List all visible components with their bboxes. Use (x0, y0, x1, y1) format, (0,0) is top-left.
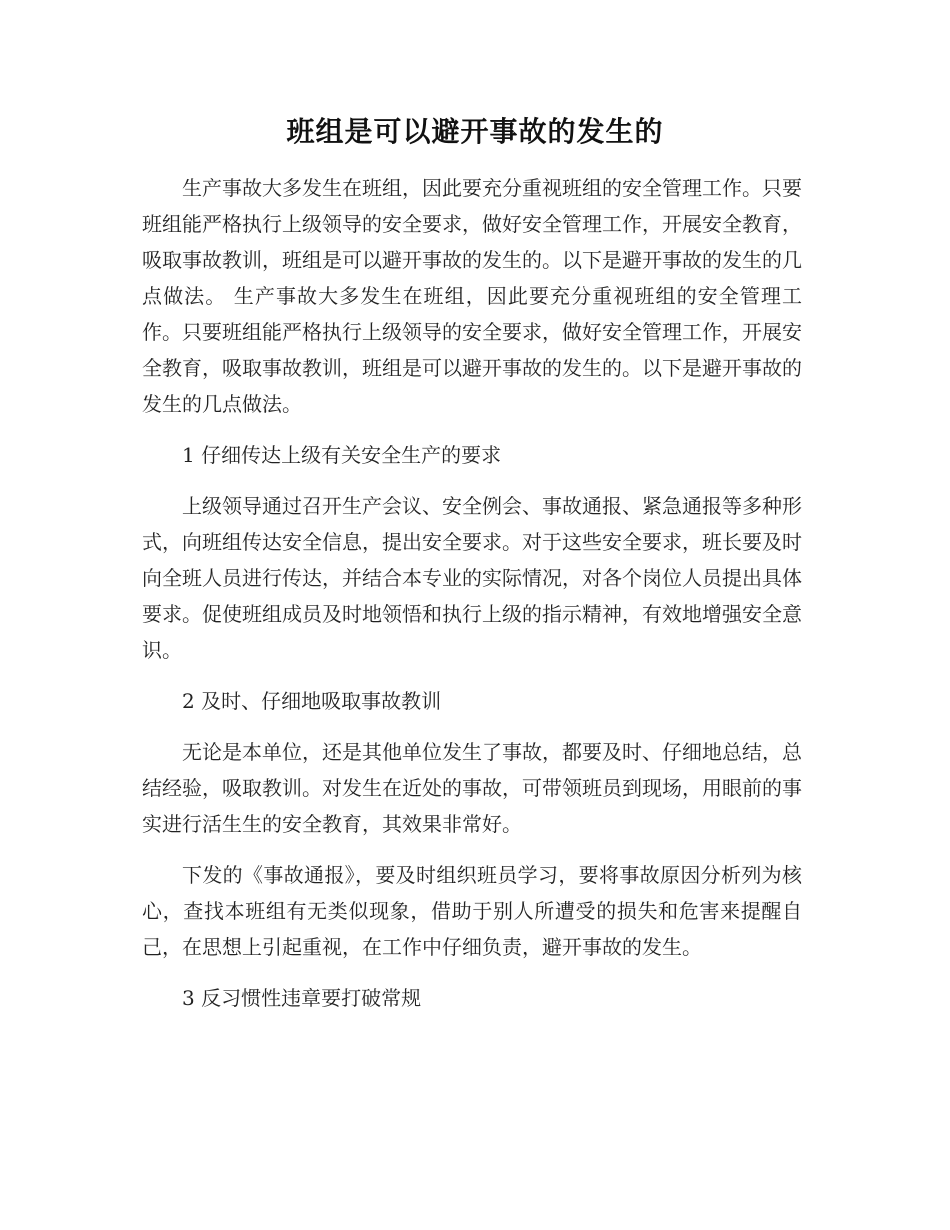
section-heading-1: 1 仔细传达上级有关安全生产的要求 (182, 443, 502, 467)
section-heading-2: 2 及时、仔细地吸取事故教训 (182, 689, 442, 713)
paragraph-section-2a: 无论是本单位，还是其他单位发生了事故，都要及时、仔细地总结，总结经验，吸取教训。对发生在近处的事故，可带领班员到现场，用眼前的事实进行活生生的安全教育，其效果非常好。 (142, 740, 802, 836)
section-heading-3: 3 反习惯性违章要打破常规 (182, 986, 422, 1010)
paragraph-section-1: 上级领导通过召开生产会议、安全例会、事故通报、紧急通报等多种形式，向班组传达安全信息，提出安全要求。对于这些安全要求，班长要及时向全班人员进行传达，并结合本专业的实际情况，对各个岗位人员提出具体要求。促使班组成员及时地领悟和执行上级的指示精神，有效地增强安全意识。 (142, 494, 802, 662)
paragraph-intro: 生产事故大多发生在班组，因此要充分重视班组的安全管理工作。只要班组能严格执行上级领导的安全要求，做好安全管理工作，开展安全教育，吸取事故教训，班组是可以避开事故的发生的。以下是避开事故的发生的几点做法。 生产事故大多发生在班组，因此要充分重视班组的安全管理工作。只要班组能严格执行上级领导的安全要求，做好安全管理工作，开展安全教育，吸取事故教训，班组是可以避开事故的发生的。以下是避开事故的发生的几点做法。 (142, 176, 802, 416)
document-title: 班组是可以避开事故的发生的 (286, 115, 664, 148)
paragraph-section-2b: 下发的《事故通报》，要及时组织班员学习，要将事故原因分析列为核心，查找本班组有无类似现象，借助于别人所遭受的损失和危害来提醒自己，在思想上引起重视，在工作中仔细负责，避开事故的发生。 (142, 863, 802, 959)
document-body (142, 170, 802, 1031)
